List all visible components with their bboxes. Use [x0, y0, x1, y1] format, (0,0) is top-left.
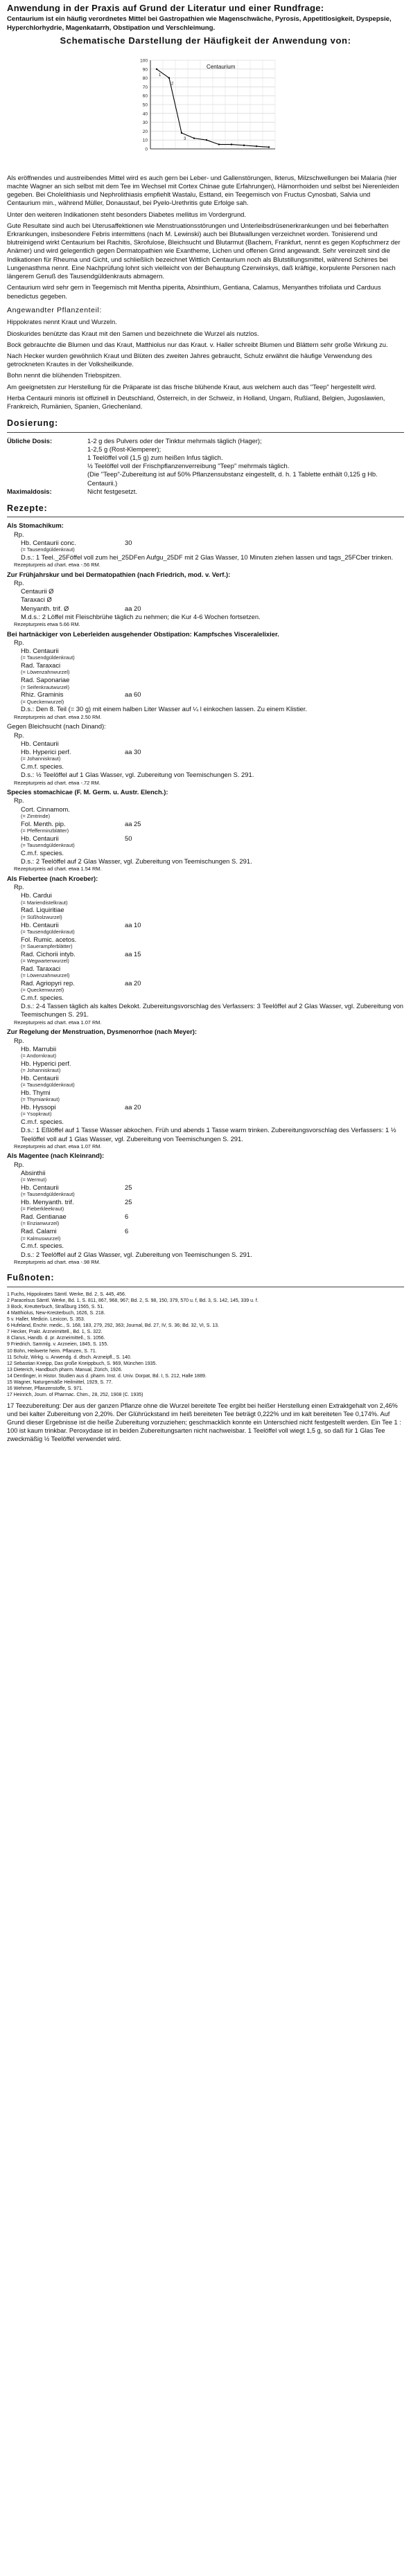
usual-dose-line: ½ Teelöffel voll der Frischpflanzenverreibung "Teep" mehrmals täglich.	[87, 462, 290, 470]
ingredient-common-name: (= Löwenzahnwurzel)	[21, 972, 70, 979]
ingredient-quantity	[125, 647, 166, 655]
ingredient-common-name: (= Löwenzahnwurzel)	[21, 669, 70, 676]
paragraph-usage-1: Als eröffnendes und austreibendes Mittel wird es auch gern bei Leber- und Gallenstörungen, Ikterus, Milzschwellungen bei Malaria (hier machte Wagner an sich selbst mit dem Tee im Wechsel mit Cortex Chinae gute Erfahrungen), Hämorrhoiden und selbst bei Nierenleiden gegeben. Bei Cholelithiasis und Nephrolithiasis empfiehlt Wastalu, Esttand, ein Teegemisch von Fructus Cynosbati, Salvia und Centaurium min., während Müller, Donaustauf, bei Pyelo-Urethritis gute Erfolge sah.	[7, 173, 399, 207]
chart-point	[168, 78, 169, 79]
recipe-rp: Rp.	[14, 578, 24, 587]
paragraph-usage-3: Gute Resultate sind auch bei Uterusaffektionen wie Menstruationsstörungen und Unterleibsdrüsenerkrankungen und bei fieberhaften Erkrankungen, insbesondere Febris intermittens (nach M. Lewinski) auch bei Blutwallungen verzeichnet worden. Tonisierend und blutreinigend wirkt Centaurium bei Rachitis, Skrofulose, Bleichsucht und Blutarmut (Bachem, Frankfurt, nennt es gegen Kopfschmerz der Anämer) und wird gelegentlich gegen Dermatopathien wie Exantheme, Lichen und offenen Grind angewandt. Sehr vereinzelt sind die Indikationen für Rheuma und Gicht, und schließlich bezeichnet Wittlich Centaurium noch als Blutstillungsmittel, während Schirres bei Lungenasthma nennt. Eine Nachprüfung lohnt sich vielleicht von der Behauptung Czerwinskys, daß kräftige, korpulente Personen nach längerem Genuß des Tausendgüldenkrauts abmagern.	[7, 221, 401, 280]
ingredient-name: Hb. Centaurii	[21, 1073, 59, 1082]
ingredient-common-name: (= Tausendgüldenkraut)	[21, 654, 75, 661]
ingredient-quantity	[125, 587, 166, 596]
ingredient-spacer	[166, 950, 208, 958]
subheading-plant-part: Angewandter Pflanzenteil:	[7, 305, 102, 314]
recipe-title: Zur Frühjahrskur und bei Dermatopathien (nach Friedrich, mod. v. Verf.):	[7, 570, 231, 578]
ingredient-quantity: aa 10	[125, 920, 141, 929]
ingredient-common-name: (= Pfefferminzblätter)	[21, 827, 69, 834]
usual-dose-line: 1 Teelöffel voll (1,5 g) zum heißen Infus täglich.	[87, 454, 223, 462]
ingredient-name: Hb. Thymi	[21, 1089, 51, 1097]
footnote-item: 3 Bock, Kreutterbuch, Straßburg 1565, S. 51.	[7, 1304, 105, 1309]
chart-point	[230, 144, 231, 145]
ingredient-common-name: (= Zimtrinde)	[21, 812, 51, 819]
ingredient-quantity	[125, 676, 166, 684]
ingredient-quantity	[125, 1169, 166, 1177]
ingredient-common-name: (= Thymiankraut)	[21, 1096, 60, 1103]
recipe-rp: Rp.	[14, 883, 24, 891]
ingredient-quantity: 6	[125, 1227, 129, 1235]
ingredient-name: Fol. Menth. pip.	[21, 819, 66, 828]
ingredient-spacer	[166, 1089, 208, 1097]
recipe-rp: Rp.	[14, 530, 24, 538]
footnote-item: 4 Matthiolus, New-Kreüterbuch, 1626, S. 218.	[7, 1310, 105, 1316]
footnote-item: 9 Friedrich, Sammlg. v. Arzneien, 1845, S. 155.	[7, 1342, 109, 1348]
ingredient-quantity	[125, 1045, 166, 1053]
chart-point	[180, 132, 182, 134]
ingredient-quantity: aa 20	[125, 604, 141, 612]
ingredient-spacer	[166, 1183, 208, 1192]
ingredient-spacer	[166, 1227, 208, 1235]
recipe-ingredient	[7, 1169, 404, 1183]
ingredient-quantity: aa 60	[125, 690, 141, 699]
recipe-title: Species stomachicae (F. M. Germ. u. Austr. Elench.):	[7, 788, 168, 796]
recipe-title: Als Stomachikum:	[7, 521, 64, 530]
recipe-ingredient	[7, 1198, 404, 1213]
ingredient-spacer	[166, 1242, 208, 1250]
ingredient-quantity	[125, 994, 166, 1002]
ingredient-name: Hb. Hyperici perf.	[21, 1059, 71, 1067]
divider	[7, 432, 404, 433]
recipe-price: Rezepturpreis ad chart. etwa -.56 RM.	[14, 562, 100, 569]
frequency-chart	[123, 49, 289, 169]
ingredient-quantity	[125, 596, 166, 604]
footnote-item: 5 v. Haller, Medicin. Lexicon, S. 353.	[7, 1317, 85, 1323]
recipe-title: Gegen Bleichsucht (nach Dinand):	[7, 722, 106, 731]
footnote-item: 11 Schulz, Wirkg. u. Anwendg. d. dtsch. Arzneipfl., S. 140.	[7, 1354, 132, 1360]
chart-y-tick-label: 30	[142, 120, 148, 126]
chart-annotation: 3	[183, 137, 186, 142]
ingredient-spacer	[166, 936, 208, 944]
ingredient-spacer	[166, 740, 208, 748]
recipe-ingredient	[7, 936, 404, 950]
recipe-title: Als Fiebertee (nach Kroeber):	[7, 874, 98, 882]
recipe-instructions: D.s.: 2 Teelöffel auf 2 Glas Wasser, vgl. Zubereitung von Teemischungen S. 291.	[21, 1250, 252, 1258]
recipe-ingredient	[7, 921, 404, 936]
ingredient-quantity	[125, 762, 166, 771]
ingredient-common-name: (= Süßholzwurzel)	[21, 913, 62, 920]
ingredient-name: Hb. Centaurii	[21, 739, 59, 747]
footnote-item: 1 Fuchs, Hippokrates Sämtl. Werke, Bd. 2, S. 445, 456.	[7, 1291, 126, 1297]
chart-y-tick-label: 50	[142, 102, 148, 108]
ingredient-spacer	[166, 906, 208, 914]
recipe-ingredient	[7, 1103, 404, 1118]
ingredient-name: Hb. Hyperici perf.	[21, 747, 71, 755]
dosage-table	[7, 437, 404, 497]
footnotes-list	[7, 1291, 404, 1399]
recipe-ingredient	[7, 1074, 404, 1089]
ingredient-quantity	[125, 1074, 166, 1082]
footnote-item: 14 Dentlinger, in Histor. Studien aus d. pharm. Inst. d. Univ. Dorpat, Bd. I, S. 212, Halle 1889.	[7, 1373, 207, 1379]
chart-point	[218, 144, 219, 145]
ingredient-spacer	[166, 820, 208, 828]
recipes-list	[7, 521, 404, 1265]
recipe-instructions: D.s.: Den 8. Teil (= 30 g) mit einem halben Liter Wasser auf ¼ l einkochen lassen. Zu einem Klistier.	[21, 705, 307, 713]
ingredient-spacer	[166, 647, 208, 655]
ingredient-common-name: (= Queckenwurzel)	[21, 698, 64, 705]
ingredient-name: Menyanth. trif. Ø	[21, 604, 69, 612]
plant-part-6: Am geeignetsten zur Herstellung für die Präparate ist das frische blühende Kraut, aus welchem auch das "Teep" hergestellt wird.	[7, 382, 376, 391]
ingredient-name: Rad. Agriopyri rep.	[21, 978, 75, 987]
recipe-ingredient	[7, 605, 404, 613]
ingredient-quantity	[125, 965, 166, 973]
chart-y-tick-label: 70	[142, 85, 148, 91]
ingredient-spacer	[166, 596, 208, 604]
ingredient-quantity: 25	[125, 1198, 132, 1206]
recipe-price: Rezepturpreis etwa 5.66 RM.	[14, 621, 80, 628]
ingredient-name: Rad. Taraxaci	[21, 964, 61, 972]
ingredient-common-name: (= Queckenwurzel)	[21, 987, 64, 994]
ingredient-common-name: (= Wegwartenwurzel)	[21, 957, 69, 964]
ingredient-spacer	[166, 921, 208, 929]
ingredient-name: Rhiz. Graminis	[21, 690, 64, 699]
recipe-price: Rezepturpreis ad chart. etwa 1.07 RM.	[14, 1143, 102, 1150]
recipe-ingredient	[7, 647, 404, 661]
ingredient-spacer	[166, 539, 208, 547]
usual-dose-label: Übliche Dosis:	[7, 436, 53, 445]
ingredient-name: Fol. Rumic. acetos.	[21, 935, 77, 943]
recipe-ingredient	[7, 1213, 404, 1227]
recipe-ingredient	[7, 748, 404, 762]
plant-part-1: Hippokrates nennt Kraut und Wurzeln.	[7, 318, 117, 326]
recipe-ingredient	[7, 762, 404, 771]
recipe-ingredient	[7, 950, 404, 965]
paragraph-usage-4: Centaurium wird sehr gern in Teegemisch mit Mentha piperita, Absinthium, Gentiana, Calamus, Menyanthes trifoliata und Carduus benedictus gegeben.	[7, 283, 381, 300]
footnote-item: 16 Wehmer, Pflanzenstoffe, S. 971.	[7, 1386, 83, 1392]
ingredient-common-name: (= Tausendgüldenkraut)	[21, 546, 75, 553]
ingredient-spacer	[166, 834, 208, 843]
footnote-17: 17 Teezubereitung: Der aus der ganzen Pflanze ohne die Wurzel bereitete Tee ergibt bei heißer Herstellung einen Extraktgehalt von 2,46% und bei kalter Zubereitung von 2,20%. Der Glührückstand im heiß bereiteten Tee beträgt 0,222% und im kalt bereiteten Tee 0,174%. Auf Grund dieser Ergebnisse ist die heiße Zubereitung vorzuziehen; geschmacklich konnte ein Unterschied nicht festgestellt werden. Ein Tee 1 : 100 ist kaum trinkbar. Peroxydase ist in beiden Zubereitungsarten nicht nachweisbar. 1 Teelöffel voll wiegt 1,5 g, so daß für 1 Glas Tee zweckmäßig ½ Teelöffel verwendet wird.	[7, 1402, 401, 1443]
recipe-ingredient	[7, 1118, 404, 1126]
ingredient-quantity	[125, 936, 166, 944]
intro-paragraph: Centaurium ist ein häufig verordnetes Mittel bei Gastropathien wie Magenschwäche, Pyrosis, Appetitlosigkeit, Dyspepsie, Hyperchlorhydrie, Magenkatarrh, Obstipation und Verschleimung.	[7, 15, 392, 32]
recipe-ingredient	[7, 805, 404, 820]
ingredient-quantity	[125, 805, 166, 814]
ingredient-quantity: 50	[125, 834, 132, 842]
recipe-rp: Rp.	[14, 796, 24, 805]
ingredient-quantity: aa 25	[125, 819, 141, 828]
ingredient-quantity	[125, 1089, 166, 1097]
ingredient-quantity: aa 15	[125, 949, 141, 958]
recipe-ingredient	[7, 1227, 404, 1242]
ingredient-common-name: (= Tausendgüldenkraut)	[21, 1191, 75, 1198]
footnote-item: 17 Heinrich, Journ. of Pharmac. Chim., 28, 252, 1908 (C. 1935)	[7, 1393, 143, 1398]
max-dose-value: Nicht festgesetzt.	[87, 487, 137, 495]
ingredient-common-name: (= Seifenkrautwurzel)	[21, 683, 70, 690]
recipe-rp: Rp.	[14, 638, 24, 646]
ingredient-common-name: (= Sauerampferblätter)	[21, 942, 73, 949]
ingredient-quantity	[125, 891, 166, 900]
recipe-ingredient	[7, 820, 404, 834]
ingredient-common-name: (= Kalmuswurzel)	[21, 1235, 61, 1242]
footnote-item: 10 Bohn, Heilwerte heim. Pflanzen, S. 71.	[7, 1348, 97, 1354]
ingredient-quantity	[125, 1242, 166, 1250]
ingredient-name: Hb. Marrubii	[21, 1044, 57, 1053]
plant-part-2: Dioskurides benützte das Kraut mit den Samen und bezeichnete die Wurzel als nutzlos.	[7, 329, 259, 337]
chart-y-tick-label: 100	[139, 58, 148, 64]
footnote-item: 13 Dieterich, Handbuch pharm. Manual, Zürich, 1926.	[7, 1367, 123, 1372]
ingredient-quantity	[125, 661, 166, 670]
footnote-item: 8 Clarus, Handb. d. pr. Arzneimittell., S. 1056.	[7, 1336, 105, 1341]
ingredient-spacer	[166, 1169, 208, 1177]
ingredient-name: C.m.f. species.	[21, 1118, 64, 1126]
ingredient-name: Rad. Gentianae	[21, 1213, 67, 1221]
ingredient-quantity: 30	[125, 538, 132, 546]
ingredient-name: C.m.f. species.	[21, 994, 64, 1002]
ingredient-spacer	[166, 979, 208, 987]
chart-point	[255, 145, 256, 147]
ingredient-name: Rad. Liquiritiae	[21, 906, 64, 914]
ingredient-spacer	[166, 1118, 208, 1126]
recipe-instructions: D.s.: 1 Eßlöffel auf 1 Tasse Wasser abkochen. Früh und abends 1 Tasse warm trinken. Zubereitungsvorschlag des Verfassers: 1 ½ Teelöffel voll auf 1 Glas Wasser, vgl. Zubereitung von Teemischungen S. 291.	[21, 1126, 396, 1143]
ingredient-name: Hb. Cardui	[21, 891, 52, 900]
plant-part-7: Herba Centaurii minoris ist offizinell in Deutschland, Österreich, in der Schweiz, in Holland, Ungarn, Rußland, Belgien, Jugoslawien, Frankreich, Rumänien, Spanien, Griechenland.	[7, 393, 385, 411]
ingredient-common-name: (= Wermut)	[21, 1177, 47, 1183]
recipe-ingredient	[7, 596, 404, 604]
recipe-ingredient	[7, 587, 404, 596]
ingredient-spacer	[166, 1074, 208, 1082]
ingredient-spacer	[166, 849, 208, 857]
chart-y-tick-label: 60	[142, 94, 148, 100]
ingredient-name: Hb. Centaurii conc.	[21, 538, 76, 546]
chart-point	[155, 69, 157, 70]
recipe-price: Rezepturpreis ad chart. etwa 1.54 RM.	[14, 866, 102, 873]
chart-y-tick-label: 0	[144, 147, 148, 152]
ingredient-name: Rad. Cichorii intyb.	[21, 949, 76, 958]
recipe-ingredient	[7, 539, 404, 553]
ingredient-spacer	[166, 891, 208, 900]
ingredient-spacer	[166, 805, 208, 814]
ingredient-name: Rad. Saponariae	[21, 676, 70, 684]
chart-y-tick-label: 40	[142, 111, 148, 117]
chart-point	[243, 145, 244, 146]
recipe-ingredient	[7, 965, 404, 979]
recipe-instructions: D.s.: 2-4 Tassen täglich als kaltes Dekokt. Zubereitungsvorschlag des Verfassers: 3 Teelöffel auf 2 Glas Wasser, vgl. Zubereitung von Teemischungen S. 291.	[21, 1002, 404, 1019]
ingredient-quantity	[125, 1118, 166, 1126]
chart-point	[268, 147, 269, 148]
ingredient-name: Taraxaci Ø	[21, 596, 52, 604]
chart-title: Centaurium	[206, 64, 235, 71]
recipe-ingredient	[7, 661, 404, 676]
ingredient-common-name: (= Fieberkleekraut)	[21, 1206, 64, 1213]
page-title: Anwendung in der Praxis auf Grund der Literatur und einer Rundfrage:	[7, 3, 324, 13]
ingredient-name: Hb. Centaurii	[21, 920, 59, 929]
plant-part-3: Bock gebrauchte die Blumen und das Kraut, Matthiolus nur das Kraut. v. Haller schreibt Blumen und Blättern sehr große Wirkung zu.	[7, 340, 388, 348]
recipe-ingredient	[7, 906, 404, 920]
usual-dose-line: 1-2 g des Pulvers oder der Tinktur mehrmals täglich (Hager);	[87, 436, 262, 445]
recipe-ingredient	[7, 740, 404, 748]
ingredient-spacer	[166, 676, 208, 684]
ingredient-name: Absinthii	[21, 1168, 46, 1177]
recipe-price: Rezepturpreis ad chart. etwa 2.50 RM.	[14, 713, 102, 720]
ingredient-spacer	[166, 994, 208, 1002]
chart-y-tick-label: 20	[142, 129, 148, 135]
ingredient-common-name: (= Tausendgüldenkraut)	[21, 1082, 75, 1089]
ingredient-spacer	[166, 587, 208, 596]
footnote-item: 7 Hecker, Prakt. Arzneimittell., Bd. 1, S. 322.	[7, 1330, 103, 1335]
recipe-rp: Rp.	[14, 1160, 24, 1168]
ingredient-quantity: aa 30	[125, 747, 141, 755]
chart-annotation: 1	[158, 73, 161, 78]
ingredient-spacer	[166, 661, 208, 670]
chart-y-tick-label: 80	[142, 76, 148, 82]
recipe-ingredient	[7, 994, 404, 1002]
recipe-ingredient	[7, 1242, 404, 1250]
ingredient-common-name: (= Johanniskraut)	[21, 755, 61, 762]
footnote-item: 12 Sebastian Kneipp, Das große Kneippbuch, S. 969, München 1935.	[7, 1361, 157, 1366]
ingredient-spacer	[166, 965, 208, 973]
recipe-price: Rezepturpreis ad chart. etwa -.72 RM.	[14, 779, 100, 786]
recipe-instructions: D.s.: 2 Teelöffel auf 2 Glas Wasser, vgl. Zubereitung von Teemischungen S. 291.	[21, 857, 252, 866]
ingredient-name: Hb. Centaurii	[21, 647, 59, 655]
ingredient-name: C.m.f. species.	[21, 1242, 64, 1250]
ingredient-quantity: aa 20	[125, 1103, 141, 1111]
ingredient-quantity: aa 20	[125, 978, 141, 987]
ingredient-common-name: (= Tausendgüldenkraut)	[21, 928, 75, 935]
usual-dose-values	[87, 437, 404, 488]
ingredient-spacer	[166, 1059, 208, 1068]
recipe-ingredient	[7, 1089, 404, 1103]
ingredient-spacer	[166, 1198, 208, 1206]
recipe-title: Zur Regelung der Menstruation, Dysmenorrhoe (nach Meyer):	[7, 1028, 197, 1036]
chart-heading: Schematische Darstellung der Häufigkeit der Anwendung von:	[60, 35, 351, 46]
footnotes-heading: Fußnoten:	[7, 1273, 55, 1283]
footnote-item: 2 Paracelsus Sämtl. Werke, Bd. 1, S. 811, 867, 968, 967; Bd. 2, S. 98, 150, 379, 570 u. f, Bd. 3, S. 142, 145, 339 u. f.	[7, 1298, 259, 1303]
ingredient-name: Hb. Centaurii	[21, 1183, 59, 1192]
recipe-instructions: M.d.s.: 2 Löffel mit Fleischbrühe täglich zu nehmen; die Kur 4-6 Wochen fortsetzen.	[21, 612, 261, 620]
recipe-price: Rezepturpreis ad chart. etwa -.98 RM.	[14, 1258, 100, 1265]
dosage-heading: Dosierung:	[7, 418, 58, 429]
plant-part-4: Nach Hecker wurden gewöhnlich Kraut und Blüten des zweiten Jahres gebraucht, Schulz erwähnt die häufige Verwendung des getrockneten Krautes in der Volksheilkunde.	[7, 352, 372, 368]
ingredient-quantity	[125, 906, 166, 914]
recipe-title: Als Magentee (nach Kleinrand):	[7, 1152, 105, 1160]
recipe-ingredient	[7, 690, 404, 705]
recipe-title: Bei hartnäckiger von Leberleiden ausgehender Obstipation: Kampfsches Visceralelixier.	[7, 629, 279, 638]
recipe-rp: Rp.	[14, 1036, 24, 1044]
ingredient-name: Hb. Hyssopi	[21, 1103, 56, 1111]
ingredient-common-name: (= Tausendgüldenkraut)	[21, 841, 75, 848]
ingredient-spacer	[166, 748, 208, 756]
chart-y-tick-label: 90	[142, 67, 148, 73]
ingredient-name: Cort. Cinnamom.	[21, 805, 70, 813]
paragraph-usage-2: Unter den weiteren Indikationen steht besonders Diabetes mellitus im Vordergrund.	[7, 210, 246, 218]
ingredient-name: C.m.f. species.	[21, 762, 64, 771]
ingredient-common-name: (= Andornkraut)	[21, 1052, 57, 1059]
ingredient-spacer	[166, 605, 208, 613]
ingredient-name: Hb. Menyanth. trif.	[21, 1198, 74, 1206]
recipe-ingredient	[7, 891, 404, 906]
ingredient-common-name: (= Ysopkraut)	[21, 1111, 52, 1118]
ingredient-name: Centaurii Ø	[21, 587, 54, 596]
footnote-item: 15 Wagner, Naturgemäße Heilmittel, 1929, S. 77.	[7, 1380, 113, 1386]
plant-part-5: Bohn nennt die blühenden Triebspitzen.	[7, 371, 122, 379]
ingredient-name: Hb. Centaurii	[21, 834, 59, 842]
ingredient-common-name: (= Johanniskraut)	[21, 1067, 61, 1074]
usual-dose-line: (Die "Teep"-Zubereitung ist auf 50% Pflanzensubstanz eingestellt, d. h. 1 Tablette enthält 0,125 g Hb. Centaurii.)	[87, 470, 378, 487]
ingredient-quantity	[125, 849, 166, 857]
frequency-chart-svg	[123, 49, 289, 167]
ingredient-common-name: (= Enzianwurzel)	[21, 1220, 60, 1227]
recipe-ingredient	[7, 1059, 404, 1074]
ingredient-quantity: 6	[125, 1213, 129, 1221]
recipe-instructions: D.s.: ½ Teelöffel auf 1 Glas Wasser, vgl. Zubereitung von Teemischungen S. 291.	[21, 771, 254, 779]
recipe-rp: Rp.	[14, 731, 24, 739]
recipe-ingredient	[7, 979, 404, 994]
ingredient-common-name: (= Mariendistelkraut)	[21, 899, 68, 906]
ingredient-quantity	[125, 1059, 166, 1068]
chart-annotation: 2	[170, 82, 173, 87]
usual-dose-line: 1-2,5 g (Rost-Klemperer);	[87, 445, 161, 453]
footnote-item: 6 Hufeland, Enchir. medic., S. 168, 183, 279, 292, 363; Journal, Bd. 27, IV, S. 36; Bd. 32, VI, S. 13.	[7, 1323, 219, 1329]
ingredient-quantity	[125, 740, 166, 748]
recipe-ingredient	[7, 676, 404, 690]
ingredient-quantity: 25	[125, 1183, 132, 1192]
ingredient-spacer	[166, 690, 208, 699]
max-dose-label: Maximaldosis:	[7, 487, 52, 495]
chart-y-tick-label: 10	[142, 138, 148, 144]
chart-point	[205, 139, 207, 141]
ingredient-spacer	[166, 1045, 208, 1053]
ingredient-spacer	[166, 1213, 208, 1221]
recipe-ingredient	[7, 849, 404, 857]
ingredient-spacer	[166, 1103, 208, 1111]
ingredient-name: C.m.f. species.	[21, 848, 64, 857]
recipe-ingredient	[7, 1183, 404, 1198]
recipes-heading: Rezepte:	[7, 503, 48, 514]
ingredient-name: Rad. Calami	[21, 1227, 57, 1235]
ingredient-name: Rad. Taraxaci	[21, 661, 61, 670]
recipe-price: Rezepturpreis ad chart. etwa 1.07 RM.	[14, 1019, 102, 1026]
recipe-ingredient	[7, 834, 404, 849]
chart-point	[193, 138, 194, 139]
recipe-ingredient	[7, 1045, 404, 1059]
ingredient-spacer	[166, 762, 208, 771]
recipe-instructions: D.s.: 1 Teel._25Föffel voll zum hei_25DFen Aufgu_25DF mit 2 Glas Wasser, 10 Minuten ziehen lassen und tags_25FCber trinken.	[21, 553, 394, 561]
